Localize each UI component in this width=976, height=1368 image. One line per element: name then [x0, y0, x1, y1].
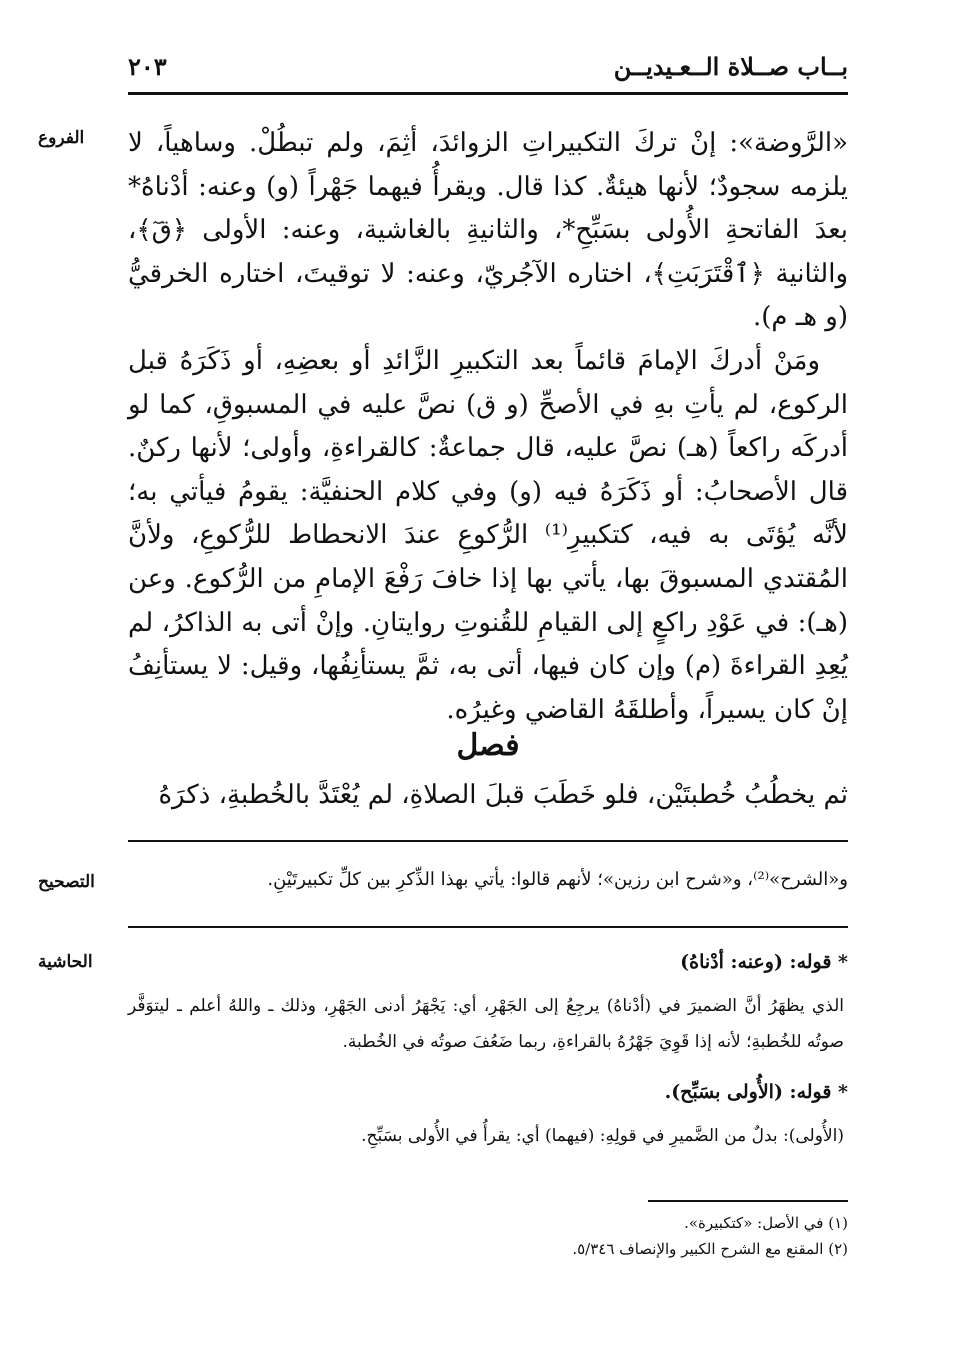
- main-text: [128, 122, 848, 732]
- label-commentary: الحاشية: [38, 952, 93, 972]
- commentary-entry-1-body: الذي يظهَرُ أنَّ الضميرَ في (أدْناهُ) يرجِعُ إلى الجَهْرِ، أي: يَجْهَرُ أدنى الجَهْرِ، وذلك ـ واللهُ أعلم ـ ليتوَفَّر صوتُه للخُطبةِ؛ لأنه إذا قَوِيَ جَهْرُهُ بالقراءةِ، ربما ضَعُفَ صوتُه في الخُطبة.: [128, 996, 844, 1052]
- main-paragraph-2: ومَنْ أدركَ الإمامَ قائماً بعد التكبيرِ الزَّائدِ أو بعضِهِ، أو ذَكَرَهُ قبل الركوع، لم يأتِ بهِ في الأصحِّ (و ق) نصَّ عليه في المسبوقِ، كما لو أدركَه راكعاً (هـ) نصَّ عليه، قال جماعةٌ: كالقراءةِ، وأولى؛ لأنها ركنٌ. قال الأصحابُ: أو ذَكَرَهُ فيه (و) وفي كلام الحنفيَّة: يقومُ فيأتي به؛ لأنَّه يُؤتَى به فيه، كتكبيرِ⁽¹⁾ الرُّكوعِ عندَ الانحطاط للرُّكوعِ، ولأنَّ المُقتدي المسبوقَ بها، يأتي بها إذا خافَ رَفْعَ الإمامِ من الرُّكوع. وعن (هـ): في عَوْدِ راكعٍ إلى القيامِ للقُنوتِ روايتانِ. وإنْ أتى به الذاكرُ، لم يُعِدِ القراءةَ (م) وإن كان فيها، أتى به، ثمَّ يستأنِفُها، وقيل: لا يستأنِفُ إنْ كان يسيراً، وأطلقَهُ القاضي وغيرُه.: [128, 345, 848, 725]
- commentary-section: [128, 944, 848, 1154]
- footnotes: [128, 1210, 848, 1262]
- header-rule: [128, 92, 848, 95]
- page-number: ٢٠٣: [128, 52, 167, 81]
- footnote-2: (٢) المقنع مع الشرح الكبير والإنصاف ٥/٣٤٦.: [572, 1240, 848, 1258]
- footnote-rule: [648, 1200, 848, 1202]
- section-text: ثم يخطُبُ خُطبتَيْن، فلو خَطَبَ قبلَ الصلاةِ، لم يُعْتَدَّ بالخُطبةِ، ذكرَهُ: [158, 780, 848, 810]
- label-correction: التصحيح: [38, 872, 95, 892]
- commentary-entry-2-head: * قوله: (الأُولى بسَبِّح).: [664, 1081, 848, 1103]
- commentary-rule: [128, 926, 848, 928]
- commentary-entry-2-body: (الأُولى): بدلٌ من الضَّميرِ في قولِهِ: (فيهما) أي: يقرأُ في الأُولى بسَبِّحِ.: [361, 1126, 844, 1146]
- commentary-entry-1-head: * قوله: (وعنه: أدْناهُ): [680, 951, 848, 973]
- running-header: [128, 52, 848, 86]
- footnote-1: (١) في الأصل: «كتكبيرة».: [684, 1214, 848, 1232]
- correction-text: و«الشرح»⁽²⁾، و«شرح ابن رزين»؛ لأنهم قالوا: يأتي بهذا الذِّكرِ بين كلِّ تكبيرتَيْنِ.: [267, 869, 848, 890]
- correction-rule: [128, 840, 848, 842]
- main-paragraph-1: «الرَّوضة»: إنْ تركَ التكبيراتِ الزوائدَ، أثِمَ، ولم تبطُلْ. وساهياً، لا يلزمه سجودٌ؛ لأنها هيئةٌ. كذا قال. ويقرأُ فيهما جَهْراً (و) وعنه: أدْناهُ* بعدَ الفاتحةِ الأُولى بسَبِّحِ*، والثانيةِ بالغاشية، وعنه: الأولى ﴿قٓ﴾، والثانية ﴿ٱقْتَرَبَتِ﴾، اختاره الآجُريّ، وعنه: لا توقيتَ، اختاره الخرقيُّ (و هـ م).: [128, 128, 848, 333]
- chapter-title: بــاب صــلاة الــعـيديــن: [613, 52, 848, 81]
- label-main: الفروع: [38, 128, 85, 148]
- section-heading: فصل: [456, 728, 520, 763]
